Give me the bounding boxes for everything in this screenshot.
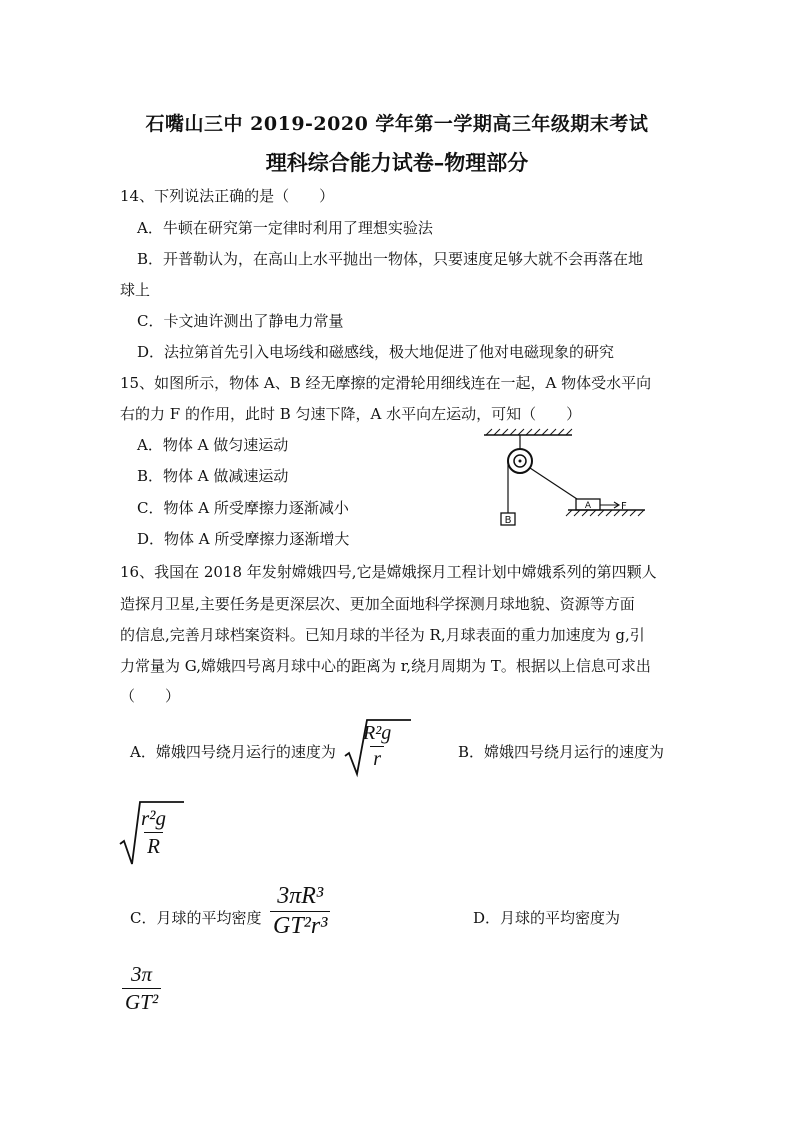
formula-b (138, 806, 169, 859)
exam-title: 石嘴山三中 2019-2020 学年第一学期高三年级期末考试 (145, 113, 649, 135)
q15-stem-line1: 15、如图所示，物体 A、B 经无摩擦的定滑轮用细线连在一起，A 物体受水平向 (120, 374, 652, 392)
q16-stem-line5: （ ） (120, 687, 181, 705)
q16-option-a: A．嫦娥四号绕月运行的速度为 (130, 743, 336, 761)
q14-option-b-cont: 球上 (120, 281, 151, 299)
formula-c (270, 883, 330, 940)
q15-option-b: B．物体 A 做减速运动 (137, 467, 289, 485)
q16-option-b: B．嫦娥四号绕月运行的速度为 (458, 743, 665, 761)
force-label: F (621, 501, 627, 512)
formula-d-denominator: GT² (122, 988, 161, 1015)
exam-subtitle: 理科综合能力试卷–物理部分 (265, 150, 529, 175)
formula-b-numerator: r²g (141, 806, 166, 830)
rope-to-a (530, 468, 580, 501)
ceiling (484, 429, 572, 435)
q15-option-c: C．物体 A 所受摩擦力逐渐减小 (137, 499, 349, 517)
q16-stem-line3: 的信息,完善月球档案资料。已知月球的半径为 R,月球表面的重力加速度为 g,引 (120, 626, 645, 644)
q14-option-d: D．法拉第首先引入电场线和磁感线，极大地促进了他对电磁现象的研究 (137, 343, 615, 361)
formula-a-denominator: r (370, 746, 384, 771)
block-a-label: A (584, 501, 592, 511)
pulley-diagram (480, 425, 650, 530)
formula-b-denominator: R (144, 832, 163, 859)
q16-stem-line1: 16、我国在 2018 年发射嫦娥四号,它是嫦娥探月工程计划中嫦娥系列的第四颗人 (120, 563, 657, 581)
formula-d-numerator: 3π (131, 962, 153, 986)
formula-d (122, 962, 161, 1015)
q16-option-d: D．月球的平均密度为 (473, 909, 621, 927)
formula-a (360, 722, 394, 771)
q14-stem: 14、下列说法正确的是（ ） (120, 187, 335, 205)
q14-option-b: B．开普勒认为，在高山上水平抛出一物体，只要速度足够大就不会再落在地 (137, 250, 644, 268)
q15-option-a: A．物体 A 做匀速运动 (137, 436, 289, 454)
ground (566, 510, 645, 516)
q14-option-a: A．牛顿在研究第一定律时利用了理想实验法 (137, 219, 433, 237)
q16-option-c: C．月球的平均密度 (130, 909, 262, 927)
block-b-label: B (504, 515, 512, 526)
q16-stem-line2: 造探月卫星,主要任务是更深层次、更加全面地科学探测月球地貌、资源等方面 (120, 595, 635, 613)
formula-c-numerator: 3πR³ (277, 883, 324, 909)
formula-c-denominator: GT²r³ (270, 911, 330, 940)
q15-option-d: D．物体 A 所受摩擦力逐渐增大 (137, 530, 350, 548)
q15-stem-line2: 右的力 F 的作用，此时 B 匀速下降，A 水平向左运动，可知（ ） (120, 405, 582, 423)
q14-option-c: C．卡文迪许测出了静电力常量 (137, 312, 344, 330)
formula-a-numerator: R²g (363, 722, 392, 744)
q16-stem-line4: 力常量为 G,嫦娥四号离月球中心的距离为 r,绕月周期为 T。根据以上信息可求出 (120, 657, 651, 675)
